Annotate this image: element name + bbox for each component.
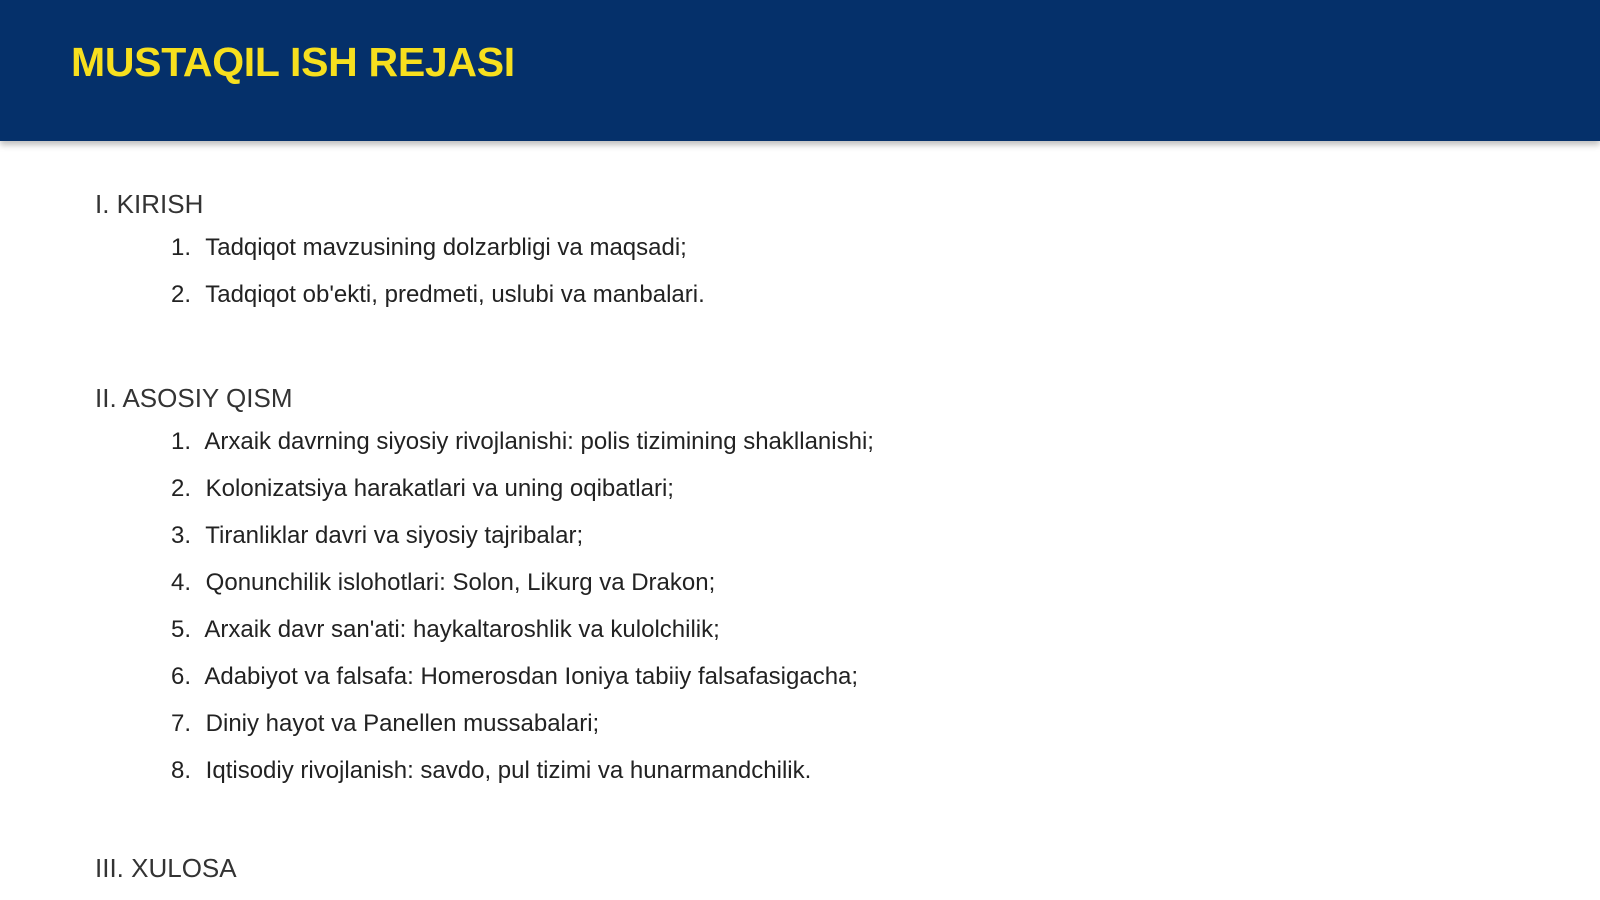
list-item: [171, 565, 1555, 612]
item-text: Kolonizatsiya harakatlari va uning oqibatlari;: [205, 475, 674, 502]
section-introduction: [95, 184, 1555, 378]
item-number: 2.: [171, 475, 192, 502]
section-conclusion: [95, 848, 1555, 888]
item-number: 2.: [171, 281, 192, 308]
plan-content: [95, 184, 1555, 888]
item-number: 6.: [171, 663, 192, 690]
header-bar: [0, 0, 1600, 141]
item-number: 7.: [171, 710, 192, 737]
list-item: [171, 706, 1555, 753]
list-item: [171, 612, 1555, 659]
item-text: Tadqiqot mavzusining dolzarbligi va maqsadi;: [205, 234, 687, 261]
list-item: [171, 659, 1555, 706]
item-text: Diniy hayot va Panellen mussabalari;: [205, 710, 600, 737]
item-number: 1.: [171, 428, 192, 455]
item-text: Tadqiqot ob'ekti, predmeti, uslubi va manbalari.: [205, 281, 705, 308]
item-number: 8.: [171, 757, 192, 784]
item-number: 5.: [171, 616, 192, 643]
section-heading: II. ASOSIY QISM: [95, 383, 293, 413]
item-text: Iqtisodiy rivojlanish: savdo, pul tizimi va hunarmandchilik.: [205, 757, 812, 784]
slide-title: MUSTAQIL ISH REJASI: [71, 39, 515, 85]
item-number: 1.: [171, 234, 192, 261]
item-number: 4.: [171, 569, 192, 596]
list-item: [171, 753, 1555, 800]
list-item: [171, 230, 1555, 277]
list-item: [171, 518, 1555, 565]
list-item: [171, 424, 1555, 471]
item-text: Tiranliklar davri va siyosiy tajribalar;: [205, 522, 584, 549]
list-item: [171, 471, 1555, 518]
section-item-list: [95, 424, 1555, 800]
section-heading: III. XULOSA: [95, 853, 237, 883]
section-heading: I. KIRISH: [95, 189, 204, 219]
section-main-part: [95, 378, 1555, 848]
section-item-list: [95, 230, 1555, 324]
list-item: [171, 277, 1555, 324]
item-text: Adabiyot va falsafa: Homerosdan Ioniya tabiiy falsafasigacha;: [204, 663, 859, 690]
item-number: 3.: [171, 522, 192, 549]
item-text: Arxaik davr san'ati: haykaltaroshlik va kulolchilik;: [204, 616, 720, 643]
item-text: Qonunchilik islohotlari: Solon, Likurg va Drakon;: [205, 569, 716, 596]
item-text: Arxaik davrning siyosiy rivojlanishi: polis tizimining shakllanishi;: [204, 428, 874, 455]
